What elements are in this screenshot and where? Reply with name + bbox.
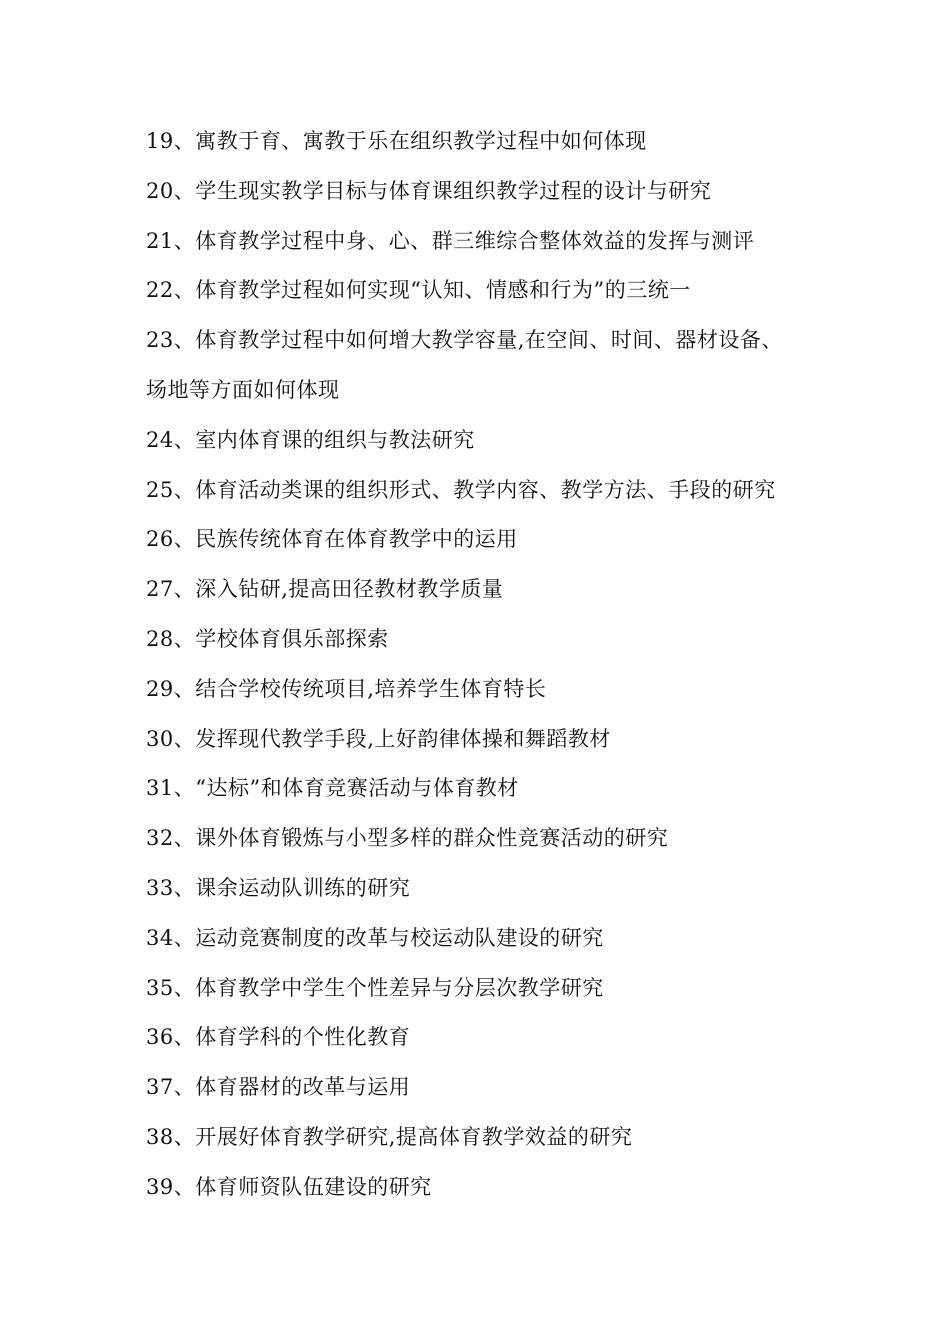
topic-23-line-1: 23、体育教学过程中如何增大教学容量,在空间、时间、器材设备、 [146,328,783,353]
topic-22: 22、体育教学过程如何实现“认知、情感和行为”的三统一 [146,278,691,303]
topic-25: 25、体育活动类课的组织形式、教学内容、教学方法、手段的研究 [146,477,776,502]
topic-19: 19、寓教于育、寓教于乐在组织教学过程中如何体现 [146,129,647,153]
topic-29: 29、结合学校传统项目,培养学生体育特长 [146,676,547,701]
topic-34: 34、运动竞赛制度的改革与校运动队建设的研究 [146,925,604,950]
topic-28: 28、学校体育俱乐部探索 [146,626,389,651]
topic-26: 26、民族传统体育在体育教学中的运用 [146,527,518,552]
topic-36: 36、体育学科的个性化教育 [146,1025,411,1050]
topic-20: 20、学生现实教学目标与体育课组织教学过程的设计与研究 [146,178,712,203]
topic-37: 37、体育器材的改革与运用 [146,1075,411,1100]
topic-32: 32、课外体育锻炼与小型多样的群众性竞赛活动的研究 [146,826,669,851]
topic-33: 33、课余运动队训练的研究 [146,875,411,900]
topic-23-line-2: 场地等方面如何体现 [146,377,340,402]
research-topic-list [146,117,826,1213]
topic-27: 27、深入钻研,提高田径教材教学质量 [146,577,504,602]
topic-31: 31、“达标”和体育竞赛活动与体育教材 [146,776,519,801]
topic-35: 35、体育教学中学生个性差异与分层次教学研究 [146,975,604,1000]
topic-30: 30、发挥现代教学手段,上好韵律体操和舞蹈教材 [146,726,611,751]
topic-24: 24、室内体育课的组织与教法研究 [146,427,475,452]
topic-39: 39、体育师资队伍建设的研究 [146,1174,432,1199]
topic-38: 38、开展好体育教学研究,提高体育教学效益的研究 [146,1124,633,1149]
topic-21: 21、体育教学过程中身、心、群三维综合整体效益的发挥与测评 [146,228,755,253]
